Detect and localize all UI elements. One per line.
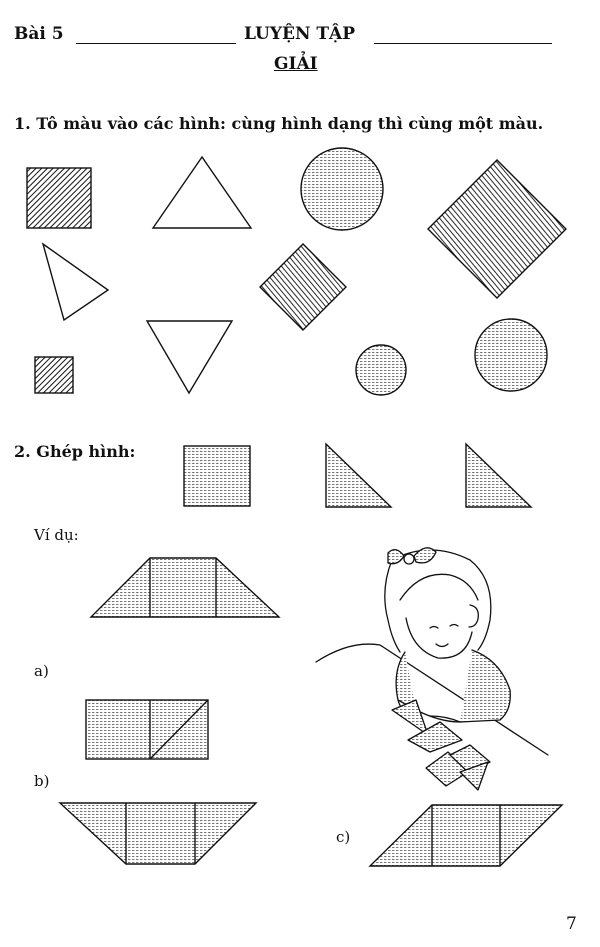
part-c-label: c) (336, 828, 351, 846)
circle-large-dotted (301, 148, 383, 230)
piece-square (184, 446, 250, 506)
diamond-large-striped (428, 160, 566, 298)
part-a-label: a) (34, 662, 49, 680)
example-label: Ví dụ: (34, 526, 79, 544)
triangle-up (153, 157, 251, 228)
answer-b-trapezoid (60, 803, 256, 864)
piece-triangle-2 (466, 444, 531, 507)
answer-c-parallelogram (370, 805, 562, 866)
girl-illustration (316, 548, 548, 790)
diamond-medium-striped (260, 244, 346, 330)
lesson-number: Bài 5 (14, 24, 64, 44)
page-subtitle: GIẢI (274, 54, 318, 74)
example-trapezoid (91, 558, 279, 617)
square-small-hatched (35, 357, 73, 393)
answer-a-rectangle (86, 700, 208, 759)
circle-medium-dotted (475, 319, 547, 391)
exercise-2-prompt: 2. Ghép hình: (14, 442, 136, 461)
page-title: LUYỆN TẬP (244, 24, 356, 44)
square-large-hatched (27, 168, 91, 228)
triangle-right (43, 244, 108, 320)
piece-triangle-1 (326, 444, 391, 507)
exercise-1-prompt: 1. Tô màu vào các hình: cùng hình dạng thì cùng một màu. (14, 114, 544, 133)
triangle-down (147, 321, 232, 393)
page-number: 7 (566, 914, 577, 934)
part-b-label: b) (34, 772, 50, 790)
circle-small-dotted (356, 345, 406, 395)
